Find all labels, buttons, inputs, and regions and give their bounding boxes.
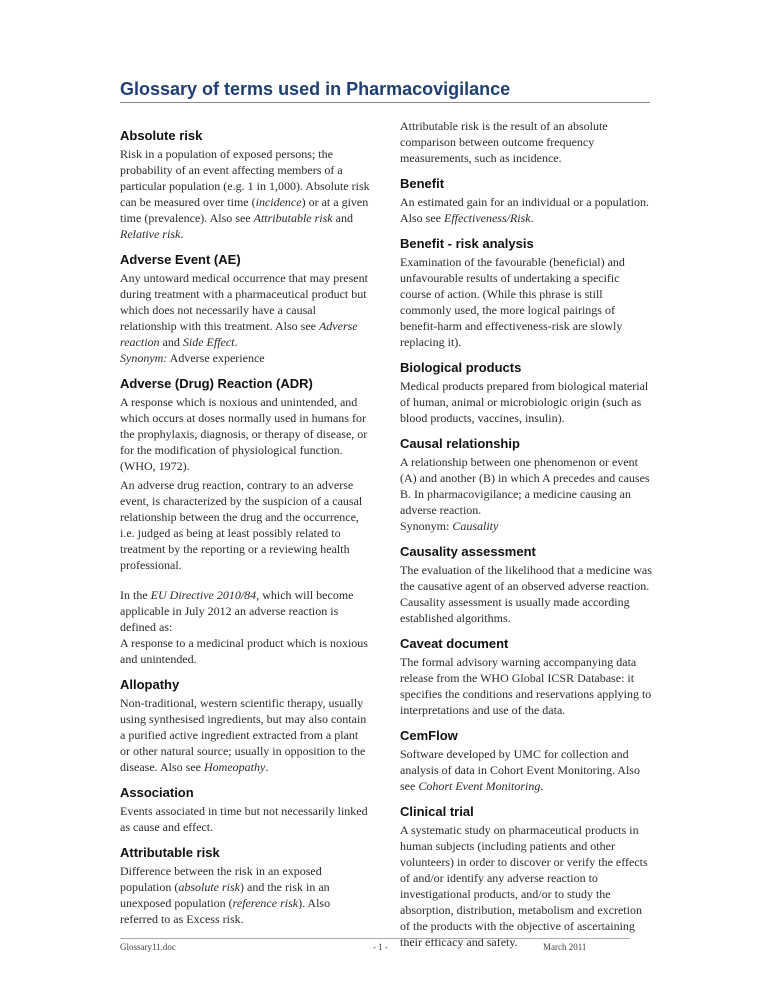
term-heading: Caveat document bbox=[400, 636, 509, 651]
term-heading: Benefit bbox=[400, 176, 445, 191]
entry-benefit-risk-analysis bbox=[400, 236, 652, 350]
term-definition: A response which is noxious and unintended, and which occurs at doses normally used in humans for the prophylaxis, diagnosis, or therapy of disease, or for the modification of physiological function. (WHO, 1972). bbox=[120, 395, 368, 473]
term-heading: Adverse (Drug) Reaction (ADR) bbox=[120, 376, 313, 391]
term-definition: Any untoward medical occurrence that may present during treatment with a pharmaceutical product but which does not necessarily have a causal relationship with this treatment. Also see Adverse reaction and Side Effect. bbox=[120, 271, 368, 349]
entry-allopathy bbox=[120, 677, 370, 775]
term-heading: Allopathy bbox=[120, 677, 180, 692]
term-definition: The evaluation of the likelihood that a medicine was the causative agent of an observed adverse reaction. Causality assessment is usually made according established algorithms. bbox=[400, 563, 652, 625]
term-heading: Attributable risk bbox=[120, 845, 220, 860]
term-definition: A systematic study on pharmaceutical products in human subjects (including patients and other volunteers) in order to discover or verify the effects of and/or identify any adverse reaction to investigational products, and/or to study the absorption, distribution, metabolism and excretion of the products with the objective of ascertaining their efficacy and safety. bbox=[400, 823, 648, 949]
entry-caveat-document bbox=[400, 636, 652, 718]
entry-association bbox=[120, 785, 370, 835]
term-heading: Adverse Event (AE) bbox=[120, 252, 241, 267]
entry-absolute-risk bbox=[120, 128, 370, 242]
entry-causal-relationship bbox=[400, 436, 652, 534]
entry-adverse-event bbox=[120, 252, 370, 366]
title-divider bbox=[120, 102, 650, 103]
term-definition: Software developed by UMC for collection and analysis of data in Cohort Event Monitoring. Also see Cohort Event Monitoring. bbox=[400, 747, 640, 793]
entry-adr bbox=[120, 376, 370, 667]
term-heading: Causality assessment bbox=[400, 544, 536, 559]
term-heading: Causal relationship bbox=[400, 436, 520, 451]
entry-biological-products bbox=[400, 360, 652, 426]
term-definition: A relationship between one phenomenon or event (A) and another (B) in which A precedes and causes B. In pharmacovigilance; a medicine causing an adverse reaction. bbox=[400, 455, 650, 517]
term-heading: CemFlow bbox=[400, 728, 458, 743]
term-definition: Non-traditional, western scientific therapy, usually using synthesised ingredients, but may also contain a purified active ingredient extracted from a plant or other natural source; usually in opposition to the disease. Also see Homeopathy. bbox=[120, 696, 367, 774]
term-definition: Examination of the favourable (beneficial) and unfavourable results of undertaking a specific course of action. (While this phrase is still commonly used, the more logical pairings of benefit-harm and effectiveness-risk are slowly replacing it). bbox=[400, 255, 625, 349]
entry-causality-assessment bbox=[400, 544, 652, 626]
term-definition: Medical products prepared from biological material of human, animal or microbiologic origin (such as blood products, vaccines, insulin). bbox=[400, 379, 649, 425]
term-heading: Benefit - risk analysis bbox=[400, 236, 534, 251]
term-definition: Difference between the risk in an exposed population (absolute risk) and the risk in an unexposed population (reference risk). Also referred to as Excess risk. bbox=[120, 864, 331, 926]
left-column bbox=[120, 118, 370, 927]
term-definition: Attributable risk is the result of an absolute comparison between outcome frequency measurements, such as incidence. bbox=[400, 119, 608, 165]
entry-attributable-risk bbox=[120, 845, 370, 927]
entry-clinical-trial bbox=[400, 804, 652, 950]
term-synonym: Synonym: Causality bbox=[400, 519, 499, 533]
term-definition: Events associated in time but not necessarily linked as cause and effect. bbox=[120, 804, 368, 834]
footer-filename: Glossary11.doc bbox=[120, 942, 176, 952]
document-title: Glossary of terms used in Pharmacovigilance bbox=[120, 79, 511, 99]
right-column bbox=[400, 118, 652, 950]
term-synonym: Synonym: Adverse experience bbox=[120, 351, 265, 365]
footer-divider bbox=[120, 938, 630, 939]
term-definition: Risk in a population of exposed persons; the probability of an event affecting members of a particular population (e.g. 1 in 1,000). Absolute risk can be measured over time (incidence) or at a given time (prevalence). Also see Attributable risk and Relative risk. bbox=[120, 147, 370, 241]
term-definition-extra: An adverse drug reaction, contrary to an adverse event, is characterized by the suspicion of a causal relationship between the drug and the occurrence, i.e. judged as being at least possibly related to treatment by the reporting or a reviewing health professional. bbox=[120, 478, 363, 572]
term-heading: Association bbox=[120, 785, 194, 800]
footer-page-number: - 1 - bbox=[373, 942, 388, 952]
term-definition-eu-quote: A response to a medicinal product which is noxious and unintended. bbox=[120, 636, 368, 666]
entry-cemflow bbox=[400, 728, 652, 794]
term-heading: Absolute risk bbox=[120, 128, 203, 143]
entry-attributable-risk-continued bbox=[400, 118, 652, 166]
term-heading: Biological products bbox=[400, 360, 522, 375]
term-definition: An estimated gain for an individual or a population. Also see Effectiveness/Risk. bbox=[400, 195, 649, 225]
term-definition-eu: In the EU Directive 2010/84, which will become applicable in July 2012 an adverse reaction is defined as: bbox=[120, 588, 354, 634]
term-heading: Clinical trial bbox=[400, 804, 474, 819]
term-definition: The formal advisory warning accompanying data release from the WHO Global ICSR Database: it specifies the conditions and reservations applying to interpretations and use of the data. bbox=[400, 655, 652, 717]
footer-date: March 2011 bbox=[543, 942, 587, 952]
entry-benefit bbox=[400, 176, 652, 226]
